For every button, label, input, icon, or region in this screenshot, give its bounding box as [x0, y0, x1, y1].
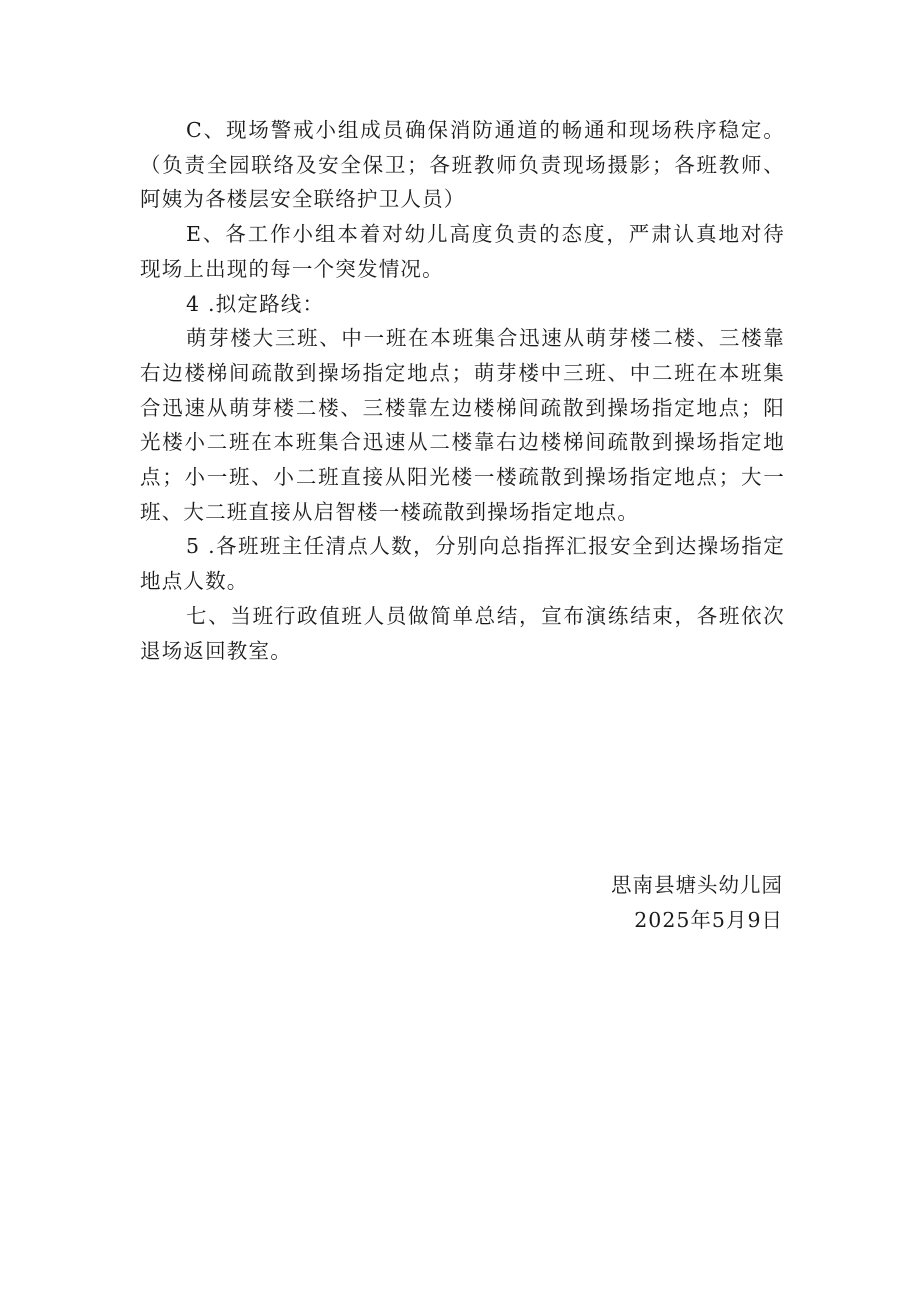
paragraph-item-c: C、现场警戒小组成员确保消防通道的畅通和现场秩序稳定。（负责全园联络及安全保卫；各班教师负责现场摄影；各班教师、阿姨为各楼层安全联络护卫人员）	[140, 118, 785, 212]
document-body	[140, 113, 785, 668]
signature-block	[611, 868, 783, 937]
signature-date: 2025年5月9日	[634, 907, 783, 932]
paragraph-item-7: 七、当班行政值班人员做简单总结，宣布演练结束，各班依次退场返回教室。	[140, 603, 785, 663]
paragraph-route-details: 萌芽楼大三班、中一班在本班集合迅速从萌芽楼二楼、三楼靠右边楼梯间疏散到操场指定地点；萌芽楼中三班、中二班在本班集合迅速从萌芽楼二楼、三楼靠左边楼梯间疏散到操场指定地点；阳光楼小二班在本班集合迅速从二楼靠右边楼梯间疏散到操场指定地点；小一班、小二班直接从阳光楼一楼疏散到操场指定地点；大一班、大二班直接从启智楼一楼疏散到操场指定地点。	[140, 326, 785, 524]
paragraph-item-e: E、各工作小组本着对幼儿高度负责的态度，严肃认真地对待现场上出现的每一个突发情况。	[140, 222, 785, 281]
signature-organization: 思南县塘头幼儿园	[611, 873, 783, 897]
paragraph-item-5: 5 .各班班主任清点人数，分别向总指挥汇报安全到达操场指定地点人数。	[140, 534, 785, 594]
paragraph-item-4-heading: 4 .拟定路线：	[186, 291, 325, 316]
